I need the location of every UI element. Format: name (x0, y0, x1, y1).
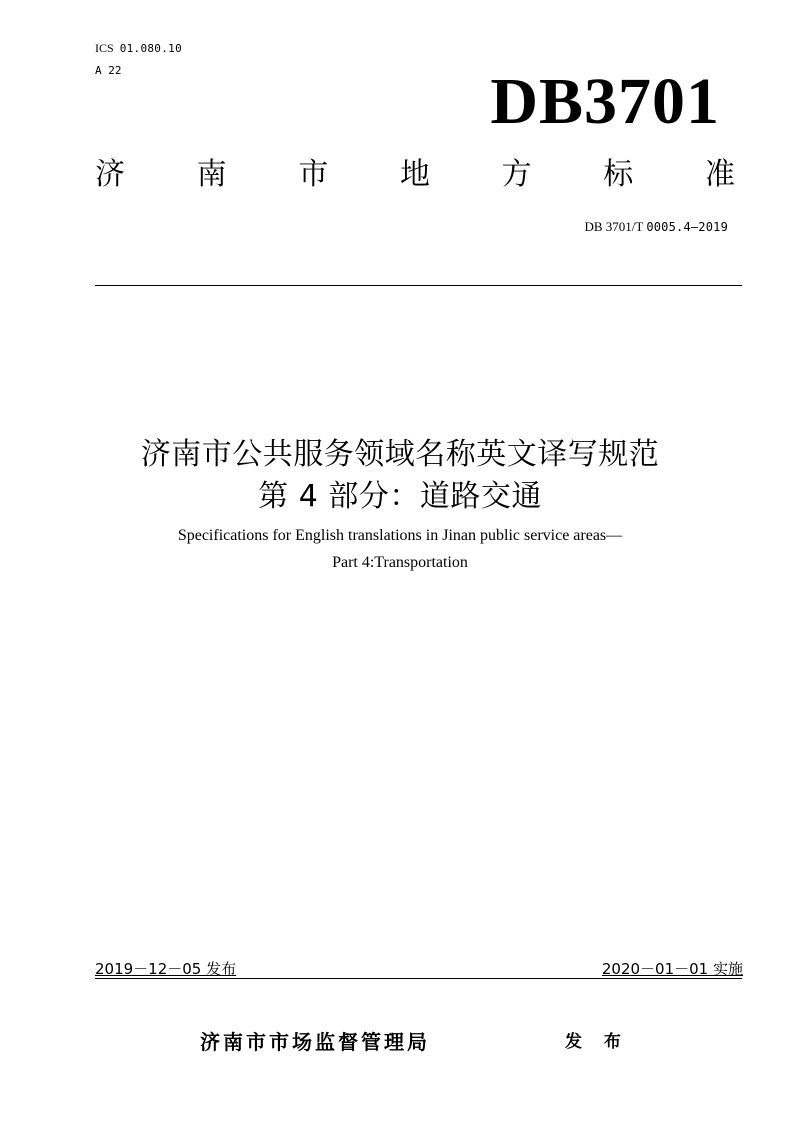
standard-type-char: 标 (603, 157, 634, 192)
standard-number-value: 0005.4—2019 (646, 220, 728, 234)
ics-label (95, 41, 182, 56)
title-en-line1: Specifications for English translations in Jinan public service areas— (177, 527, 623, 544)
title-zh-line2: 第 4 部分：道路交通 (258, 479, 542, 514)
header-divider (95, 285, 742, 286)
standard-type-char: 南 (196, 157, 227, 192)
classification-code: A 22 (95, 64, 122, 77)
issue-verb: 发 布 (565, 1032, 629, 1052)
ics-prefix: ICS (95, 41, 114, 55)
standard-type-char: 准 (704, 157, 735, 192)
implement-date: 2020－01－01 实施 (601, 960, 743, 978)
standard-type-char: 济 (95, 157, 125, 192)
publish-date: 2019－12－05 发布 (95, 960, 237, 978)
ics-code: 01.080.10 (119, 42, 182, 55)
footer-divider (95, 978, 742, 979)
issuer-name: 济南市市场监督管理局 (200, 1030, 430, 1054)
title-zh-line1: 济南市公共服务领域名称英文译写规范 (140, 437, 660, 472)
standard-number (584, 218, 728, 236)
standard-type-heading (95, 155, 735, 195)
title-en-line2: Part 4:Transportation (332, 554, 468, 571)
standard-number-prefix: DB 3701/T (584, 219, 644, 234)
db-code-heading: DB3701 (490, 65, 720, 138)
standard-type-char: 地 (399, 157, 430, 192)
standard-type-char: 方 (501, 157, 532, 192)
standard-type-char: 市 (298, 157, 329, 192)
